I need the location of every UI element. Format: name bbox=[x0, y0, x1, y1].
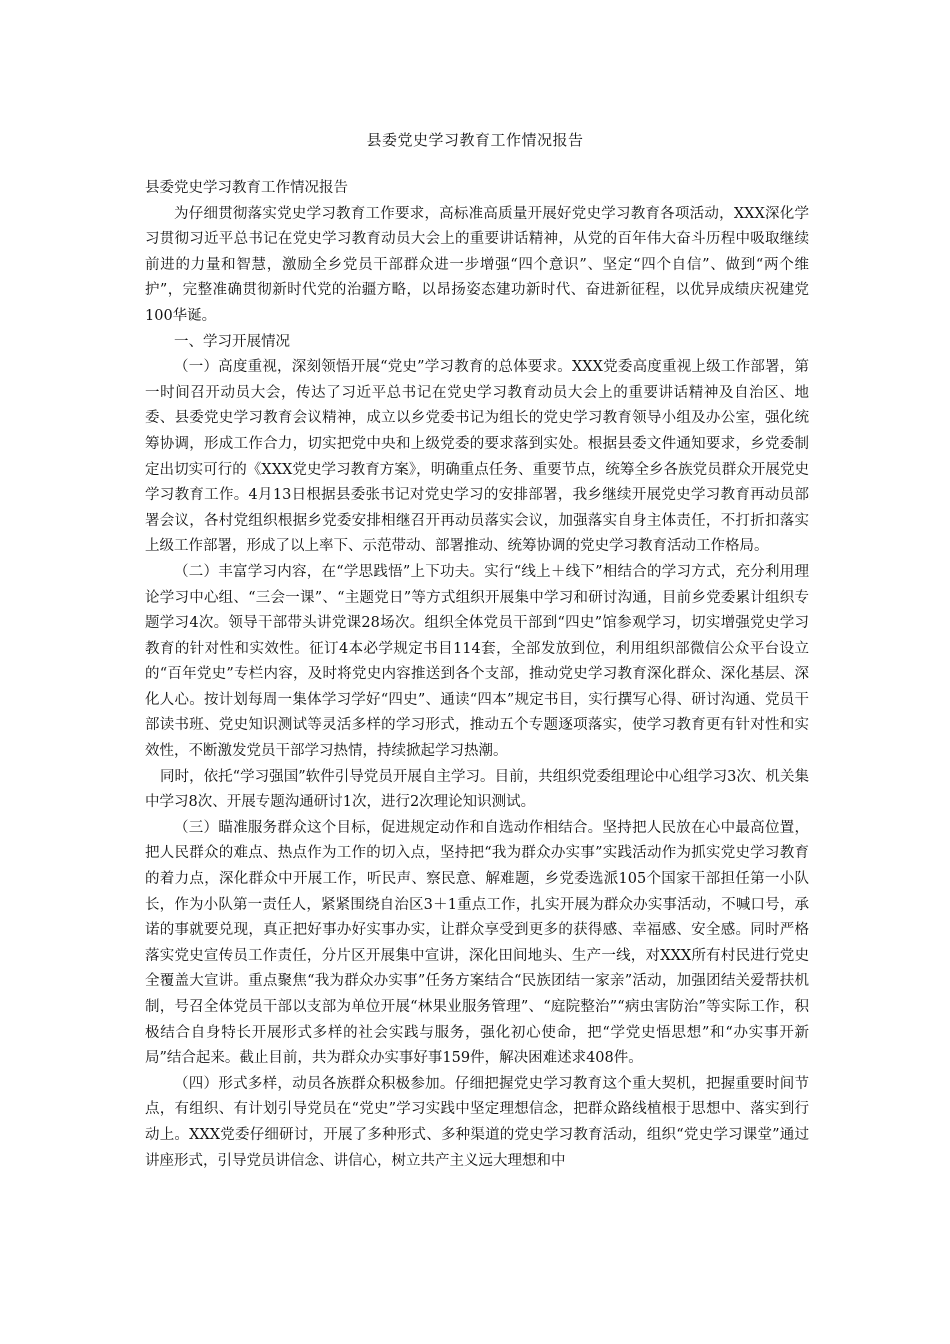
paragraph-part-3: （三）瞄准服务群众这个目标，促进规定动作和自选动作相结合。坚持把人民放在心中最高位置，把人民群众的难点、热点作为工作的切入点，坚持把“我为群众办实事”实践活动作为抓实党史学习教育的着力点，深化群众中开展工作，听民声、察民意、解难题，乡党委选派105个国家干部担任第一小队长，作为小队第一责任人，紧紧围绕自治区3＋1重点工作，扎实开展为群众办实事活动，不喊口号，承诺的事就要兑现，真正把好事办好实事办实，让群众享受到更多的获得感、幸福感、安全感。同时严格落实党史宣传员工作责任，分片区开展集中宣讲，深化田间地头、生产一线，对XXX所有村民进行党史全覆盖大宣讲。重点聚焦“我为群众办实事”任务方案结合“民族团结一家亲”活动，加强团结关爱帮扶机制，号召全体党员干部以支部为单位开展“林果业服务管理”、“庭院整治”“病虫害防治”等实际工作，积极结合自身特长开展形式多样的社会实践与服务，强化初心使命，把“学党史悟思想”和“办实事开新局”结合起来。截止目前，共为群众办实事好事159件，解决困难述求408件。 bbox=[145, 819, 809, 1067]
paragraph-part-2: （二）丰富学习内容，在“学思践悟”上下功夫。实行“线上＋线下”相结合的学习方式，充分利用理论学习中心组、“三会一课”、“主题党日”等方式组织开展集中学习和研讨沟通，目前乡党委累计组织专题学习4次。领导干部带头讲党课28场次。组织全体党员干部到“四史”馆参观学习，切实增强党史学习教育的针对性和实效性。征订4本必学规定书目114套，全部发放到位，利用组织部微信公众平台设立的“百年党史”专栏内容，及时将党史内容推送到各个支部，推动党史学习教育深化群众、深化基层、深化人心。按计划每周一集体学习学好“四史”、通读“四本”规定书目，实行撰写心得、研讨沟通、党员干部读书班、党史知识测试等灵活多样的学习形式，推动五个专题逐项落实，使学习教育更有针对性和实效性，不断激发党员干部学习热情，持续掀起学习热潮。 bbox=[145, 563, 809, 760]
paragraph-part-4: （四）形式多样，动员各族群众积极参加。仔细把握党史学习教育这个重大契机，把握重要时间节点，有组织、有计划引导党员在“党史”学习实践中坚定理想信念，把群众路线植根于思想中、落实到行动上。XXX党委仔细研讨，开展了多种形式、多种渠道的党史学习教育活动，组织“党史学习课堂”通过讲座形式，引导党员讲信念、讲信心，树立共产主义远大理想和中 bbox=[145, 1075, 809, 1169]
section-heading: 一、学习开展情况 bbox=[174, 333, 290, 350]
document-title: 县委党史学习教育工作情况报告 bbox=[366, 131, 584, 149]
document-subtitle: 县委党史学习教育工作情况报告 bbox=[145, 180, 348, 196]
paragraph-self-study: 同时，依托“学习强国”软件引导党员开展自主学习。目前，共组织党委组理论中心组学习3次、机关集中学习8次、开展专题沟通研讨1次，进行2次理论知识测试。 bbox=[145, 768, 809, 811]
paragraph-part-1: （一）高度重视，深刻领悟开展“党史”学习教育的总体要求。XXX党委高度重视上级工作部署，第一时间召开动员大会，传达了习近平总书记在党史学习教育动员大会上的重要讲话精神及自治区、地委、县委党史学习教育会议精神，成立以乡党委书记为组长的党史学习教育领导小组及办公室，强化统筹协调，形成工作合力，切实把党中央和上级党委的要求落到实处。根据县委文件通知要求，乡党委制定出切实可行的《XXX党史学习教育方案》，明确重点任务、重要节点，统筹全乡各族党员群众开展党史学习教育工作。4月13日根据县委张书记对党史学习的安排部署，我乡继续开展党史学习教育再动员部署会议，各村党组织根据乡党委安排相继召开再动员落实会议，加强落实自身主体责任，不打折扣落实上级工作部署，形成了以上率下、示范带动、部署推动、统筹协调的党史学习教育活动工作格局。 bbox=[145, 359, 809, 555]
document-body bbox=[145, 176, 809, 1174]
paragraph-intro: 为仔细贯彻落实党史学习教育工作要求，高标准高质量开展好党史学习教育各项活动，XXX深化学习贯彻习近平总书记在党史学习教育动员大会上的重要讲话精神，从党的百年伟大奋斗历程中吸取继续前进的力量和智慧，激励全乡党员干部群众进一步增强“四个意识”、坚定“四个自信”、做到“两个维护”，完整准确贯彻新时代党的治疆方略，以昂扬姿态建功新时代、奋进新征程，以优异成绩庆祝建党100华诞。 bbox=[145, 205, 809, 324]
